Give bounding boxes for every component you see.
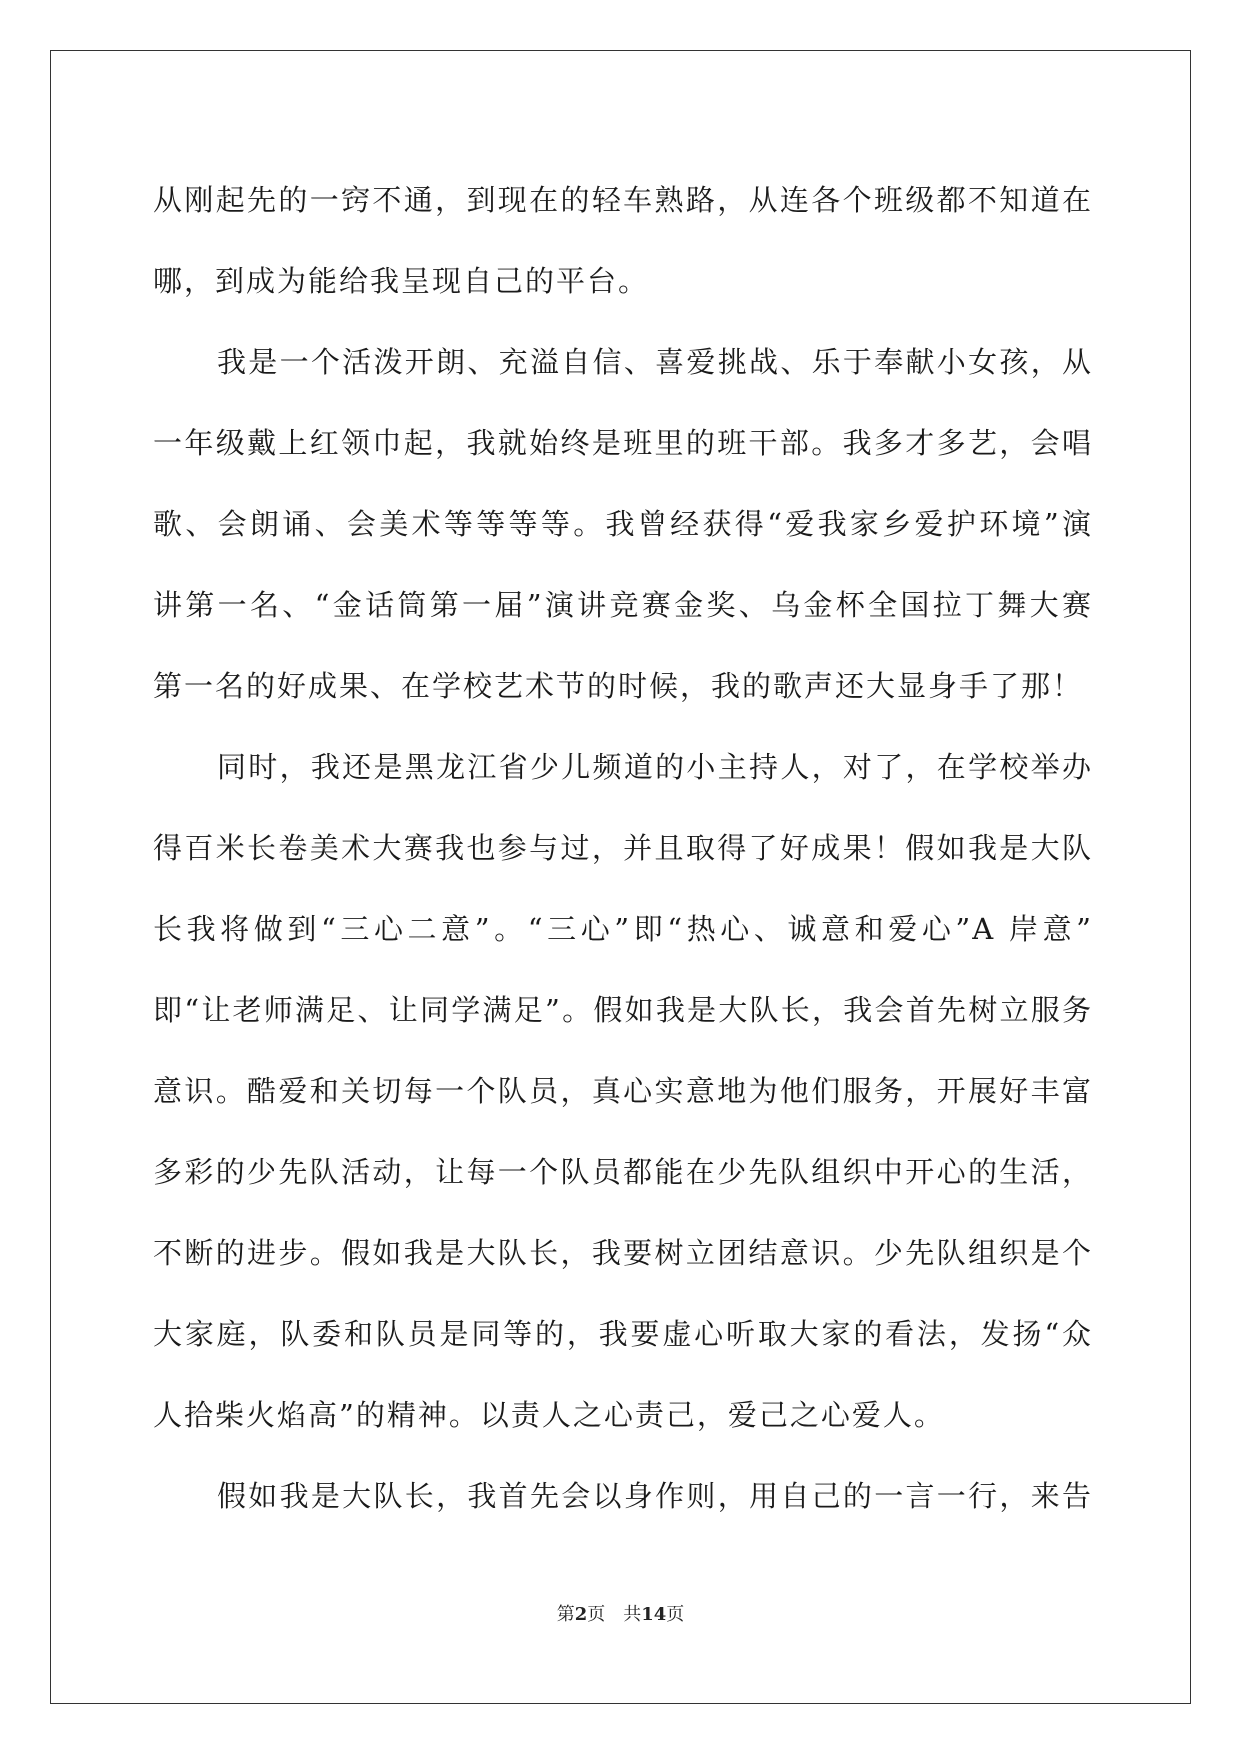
text-line: 即“让老师满足、让同学满足”。假如我是大队长，我会首先树立服务 bbox=[153, 993, 1093, 1027]
text-line: 歌、会朗诵、会美术等等等等。我曾经获得“爱我家乡爱护环境”演 bbox=[153, 507, 1093, 541]
text-line: 大家庭，队委和队员是同等的，我要虚心听取大家的看法，发扬“众 bbox=[153, 1317, 1093, 1351]
text-line: 得百米长卷美术大赛我也参与过，并且取得了好成果！假如我是大队 bbox=[153, 831, 1093, 865]
text-line: 同时，我还是黑龙江省少儿频道的小主持人，对了，在学校举办 bbox=[217, 750, 1093, 784]
text-line: 一年级戴上红领巾起，我就始终是班里的班干部。我多才多艺，会唱 bbox=[153, 426, 1093, 460]
page-suffix: 页 bbox=[587, 1604, 606, 1625]
text-line: 第一名的好成果、在学校艺术节的时候，我的歌声还大显身手了那！ bbox=[153, 669, 1084, 703]
total-prefix: 共 bbox=[623, 1604, 642, 1625]
text-line: 长我将做到“三心二意”。“三心”即“热心、诚意和爱心”A 岸意” bbox=[153, 912, 1093, 946]
text-line: 人拾柴火焰高”的精神。以责人之心责己，爱己之心爱人。 bbox=[153, 1398, 945, 1432]
page-prefix: 第 bbox=[556, 1604, 575, 1625]
text-line: 多彩的少先队活动，让每一个队员都能在少先队组织中开心的生活， bbox=[153, 1155, 1093, 1189]
total-pages: 14 bbox=[641, 1604, 667, 1625]
page-footer bbox=[0, 1600, 1241, 1626]
text-line: 讲第一名、“金话筒第一届”演讲竞赛金奖、乌金杯全国拉丁舞大赛 bbox=[153, 588, 1093, 622]
text-line: 假如我是大队长，我首先会以身作则，用自己的一言一行，来告 bbox=[217, 1479, 1093, 1513]
page-number: 2 bbox=[574, 1604, 588, 1625]
text-line: 哪，到成为能给我呈现自己的平台。 bbox=[153, 264, 650, 298]
document-body bbox=[153, 160, 1093, 1537]
text-line: 意识。酷爱和关切每一个队员，真心实意地为他们服务，开展好丰富 bbox=[153, 1074, 1093, 1108]
total-suffix: 页 bbox=[666, 1604, 685, 1625]
text-line: 我是一个活泼开朗、充溢自信、喜爱挑战、乐于奉献小女孩，从 bbox=[217, 345, 1093, 379]
text-line: 不断的进步。假如我是大队长，我要树立团结意识。少先队组织是个 bbox=[153, 1236, 1093, 1270]
text-line: 从刚起先的一窍不通，到现在的轻车熟路，从连各个班级都不知道在 bbox=[153, 183, 1093, 217]
